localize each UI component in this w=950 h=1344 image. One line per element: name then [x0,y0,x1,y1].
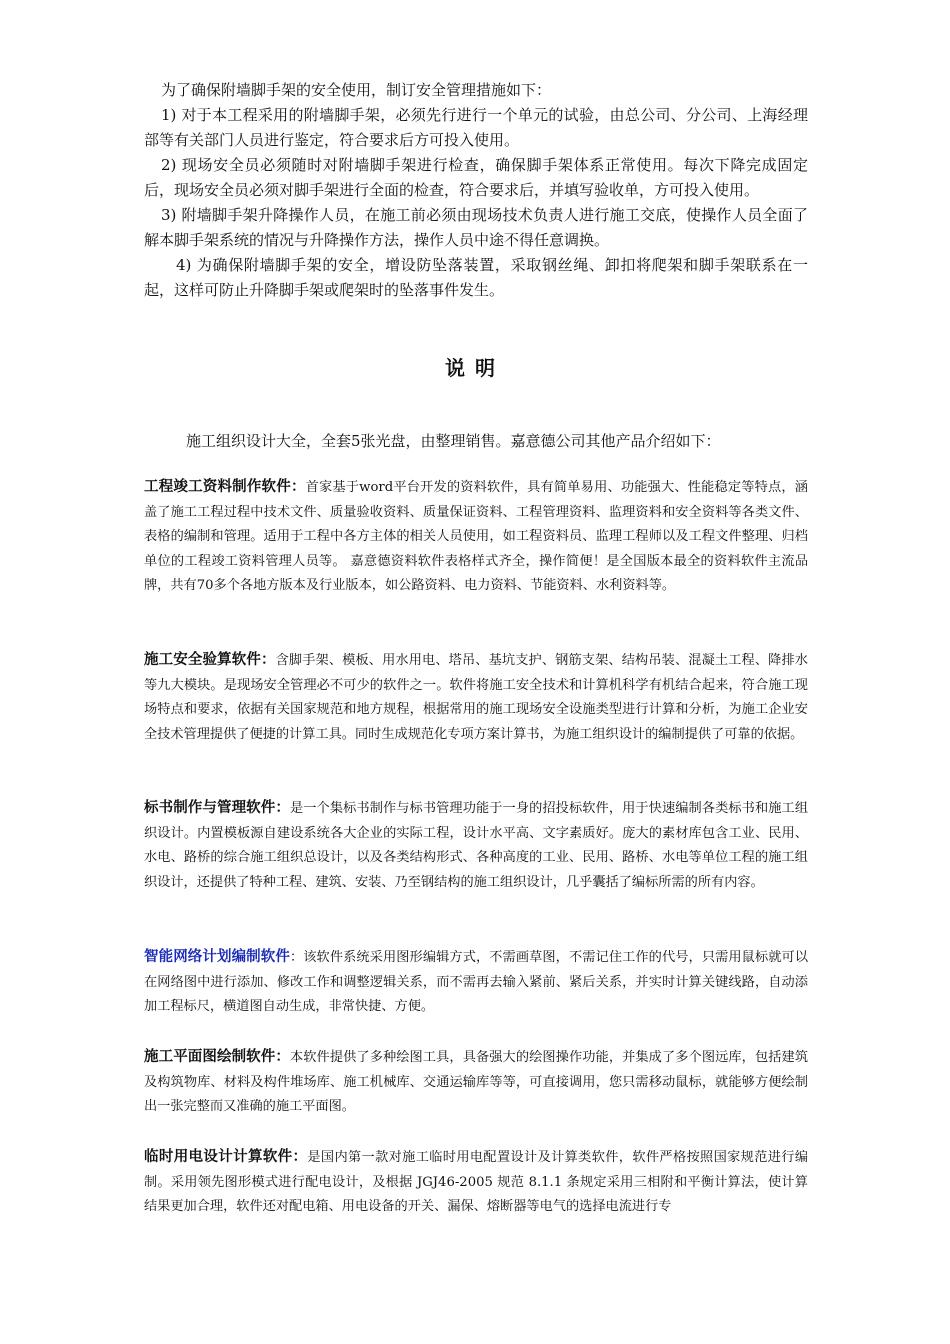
product-name: 临时用电设计计算软件： [144,1149,308,1165]
product-description: 含脚手架、模板、用水用电、塔吊、基坑支护、钢筋支架、结构吊装、混凝土工程、降排水等九大模块。是现场安全管理必不可少的软件之一。软件将施工安全技术和计算机科学有机结合起来，符合施工现场特点和要求，依据有关国家规范和地方规程，根据常用的施工现场安全设施类型进行计算和分析，为施工企业安全技术管理提供了便捷的计算工具。同时生成规范化专项方案计算书，为施工组织设计的编制提供了可靠的依据。 [144,653,808,742]
product-entry [144,1145,808,1220]
page-title: 说明 [445,356,505,380]
product-entry [144,475,808,599]
safety-item: 3) 附墙脚手架升降操作人员，在施工前必须由现场技术负责人进行施工交底，使操作人员全面了解本脚手架系统的情况与升降操作方法，操作人员中途不得任意调换。 [144,206,808,249]
product-name-link[interactable]: 智能网络计划编制软件 [144,949,290,965]
product-entry [144,648,808,747]
safety-item: 4) 为确保附墙脚手架的安全，增设防坠落装置，采取钢丝绳、卸扣将爬架和脚手架联系在一起，这样可防止升降脚手架或爬架时的坠落事件发生。 [144,256,808,299]
safety-lead: 为了确保附墙脚手架的安全使用，制订安全管理措施如下： [161,81,552,99]
product-description: 是国内第一款对施工临时用电配置设计及计算类软件，软件严格按照国家规范进行编制。采用领先图形模式进行配电设计，及根据 JGJ46-2005 规范 8.1.1 条规定采用三相附和平衡计算法，使计算结果更加合理，软件还对配电箱、用电设备的开关、漏保、熔断器等电气的选择电流进行专 [144,1150,809,1214]
product-name: 工程竣工资料制作软件： [144,479,306,495]
product-description: 首家基于word平台开发的资料软件，具有简单易用、功能强大、性能稳定等特点，涵盖了施工工程过程中技术文件、质量验收资料、质量保证资料、工程管理资料、监理资料和安全资料等各类文件、表格的编制和管理。适用于工程中各方主体的相关人员使用，如工程资料员、监理工程师以及工程文件整理、归档单位的工程竣工资料管理人员等。 嘉意德资料软件表格样式齐全，操作简便！是全国版本最全的资料软件主流品牌，共有70多个各地方版本及行业版本，如公路资料、电力资料、节能资料、水利资料等。 [144,480,808,593]
product-entry [144,1045,808,1120]
product-description: 本软件提供了多种绘图工具，具备强大的绘图操作功能，并集成了多个图远库，包括建筑及构筑物库、材料及构件堆场库、施工机械库、交通运输库等等，可直接调用，您只需移动鼠标，就能够方便绘制出一张完整而又准确的施工平面图。 [144,1050,809,1114]
product-entry [144,945,808,1020]
safety-item: 2) 现场安全员必须随时对附墙脚手架进行检查，确保脚手架体系正常使用。每次下降完成固定后，现场安全员必须对脚手架进行全面的检查，符合要求后，并填写验收单，方可投入使用。 [144,156,808,199]
product-name: 施工安全验算软件： [144,652,276,668]
product-entry [144,796,808,895]
product-description: ：该软件系统采用图形编辑方式，不需画草图，不需记住工作的代号，只需用鼠标就可以在网络图中进行添加、修改工作和调整逻辑关系，而不需再去输入紧前、紧后关系，并实时计算关键线路，自动添加工程标尺，横道图自动生成，非常快捷、方便。 [144,950,809,1014]
safety-item: 1) 对于本工程采用的附墙脚手架，必须先行进行一个单元的试验，由总公司、分公司、上海经理部等有关部门人员进行鉴定，符合要求后方可投入使用。 [144,106,808,149]
product-description: 是一个集标书制作与标书管理功能于一身的招投标软件，用于快速编制各类标书和施工组织设计。内置模板源自建设系统各大企业的实际工程，设计水平高、文字素质好。庞大的素材库包含工业、民用、水电、路桥的综合施工组织总设计，以及各类结构形式、各种高度的工业、民用、路桥、水电等单位工程的施工组织设计，还提供了特种工程、建筑、安装、乃至钢结构的施工组织设计，几乎囊括了编标所需的所有内容。 [144,801,809,890]
product-name: 标书制作与管理软件： [144,800,290,816]
product-name: 施工平面图绘制软件： [144,1049,290,1065]
intro-text: 施工组织设计大全，全套5张光盘，由整理销售。嘉意德公司其他产品介绍如下： [186,432,721,450]
safety-section [144,78,808,303]
